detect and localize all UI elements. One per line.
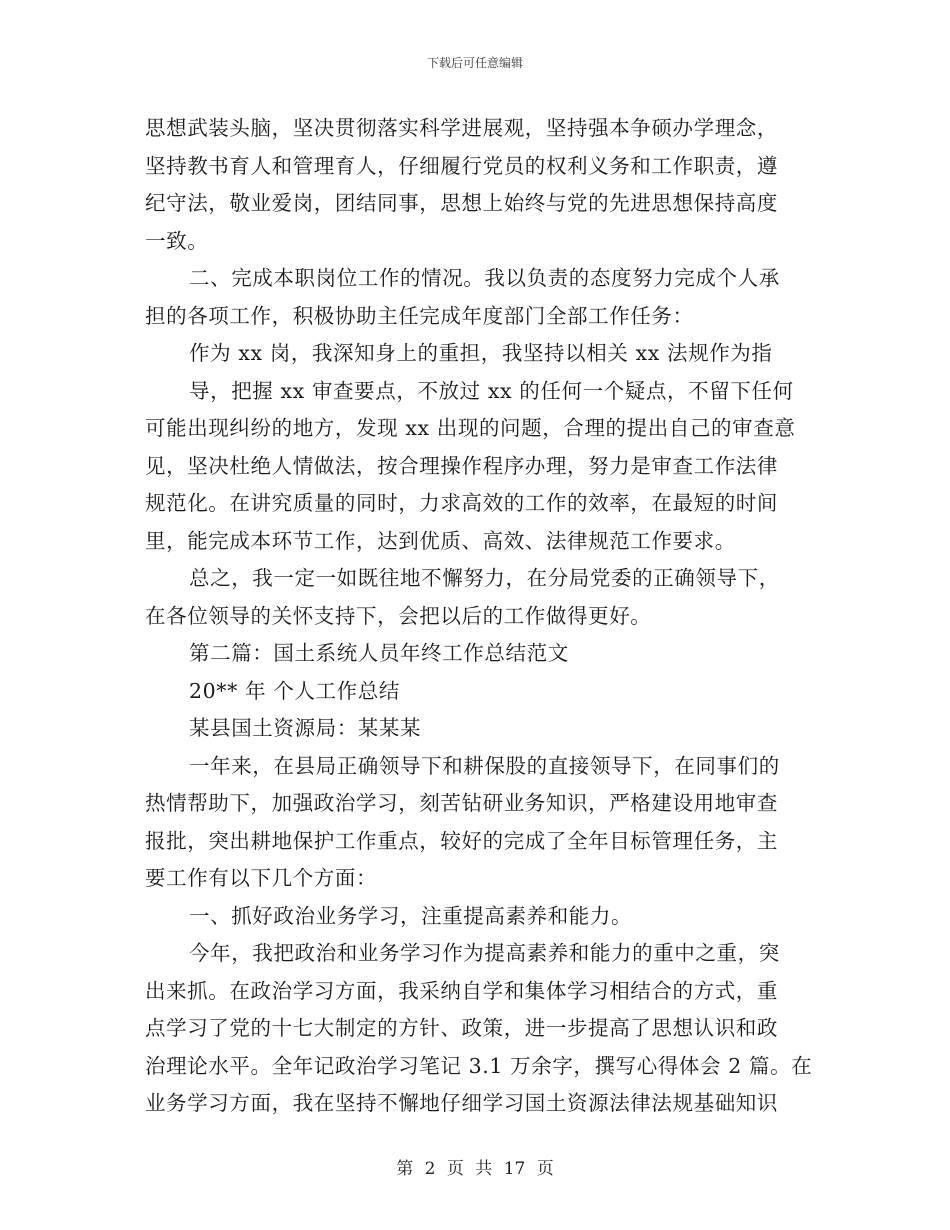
- text-line: 坚持教书育人和管理育人，仔细履行党员的权利义务和工作职责，遵: [145, 153, 778, 178]
- text-line: 要工作有以下几个方面：: [145, 866, 378, 890]
- text-line: 20** 年 个人工作总结: [189, 678, 400, 703]
- text-line: 担的各项工作，积极协助主任完成年度部门全部工作任务：: [145, 303, 694, 328]
- text-line: 导，把握 xx 审查要点，不放过 xx 的任何一个疑点，不留下任何: [189, 378, 794, 403]
- text-line: 作为 xx 岗，我深知身上的重担，我坚持以相关 xx 法规作为指: [189, 341, 773, 365]
- text-line: 里，能完成本环节工作，达到优质、高效、法律规范工作要求。: [145, 528, 736, 553]
- text-line: 总之，我一定一如既往地不懈努力，在分局党委的正确领导下，: [189, 566, 780, 590]
- document-body: [145, 110, 813, 1123]
- text-line: 见，坚决杜绝人情做法，按合理操作程序办理，努力是审查工作法律: [145, 453, 778, 478]
- text-line: 第二篇：国土系统人员年终工作总结范文: [189, 641, 569, 665]
- text-line: 今年，我把政治和业务学习作为提高素养和能力的重中之重，突: [189, 941, 780, 965]
- text-line: 出来抓。在政治学习方面，我采纳自学和集体学习相结合的方式，重: [145, 978, 778, 1003]
- text-line: 一年来，在县局正确领导下和耕保股的直接领导下，在同事们的: [189, 753, 780, 778]
- text-line: 一、抓好政治业务学习，注重提高素养和能力。: [189, 903, 633, 928]
- page-header: 下载后可任意编辑: [426, 56, 523, 70]
- text-line: 思想武装头脑，坚决贯彻落实科学进展观，坚持强本争硕办学理念，: [145, 116, 778, 140]
- page-footer: 第 2 页 共 17 页: [396, 1159, 554, 1179]
- text-line: 在各位领导的关怀支持下，会把以后的工作做得更好。: [145, 603, 652, 628]
- text-line: 纪守法，敬业爱岗，团结同事，思想上始终与党的先进思想保持高度: [145, 191, 778, 215]
- text-line: 二、完成本职岗位工作的情况。我以负责的态度努力完成个人承: [189, 266, 780, 290]
- text-line: 一致。: [145, 228, 209, 253]
- text-line: 治理论水平。全年记政治学习笔记 3.1 万余字，撰写心得体会 2 篇。在: [145, 1053, 813, 1078]
- text-line: 点学习了党的十七大制定的方针、政策，进一步提高了思想认识和政: [145, 1016, 778, 1040]
- text-line: 热情帮助下，加强政治学习，刻苦钻研业务知识，严格建设用地审查: [145, 791, 778, 815]
- text-line: 可能出现纠纷的地方，发现 xx 出现的问题，合理的提出自己的审查意: [145, 416, 796, 440]
- text-line: 业务学习方面，我在坚持不懈地仔细学习国土资源法律法规基础知识: [145, 1091, 778, 1115]
- text-line: 规范化。在讲究质量的同时，力求高效的工作的效率，在最短的时间: [145, 491, 778, 515]
- text-line: 某县国土资源局：某某某: [189, 716, 422, 740]
- text-line: 报批，突出耕地保护工作重点，较好的完成了全年目标管理任务，主: [145, 828, 778, 853]
